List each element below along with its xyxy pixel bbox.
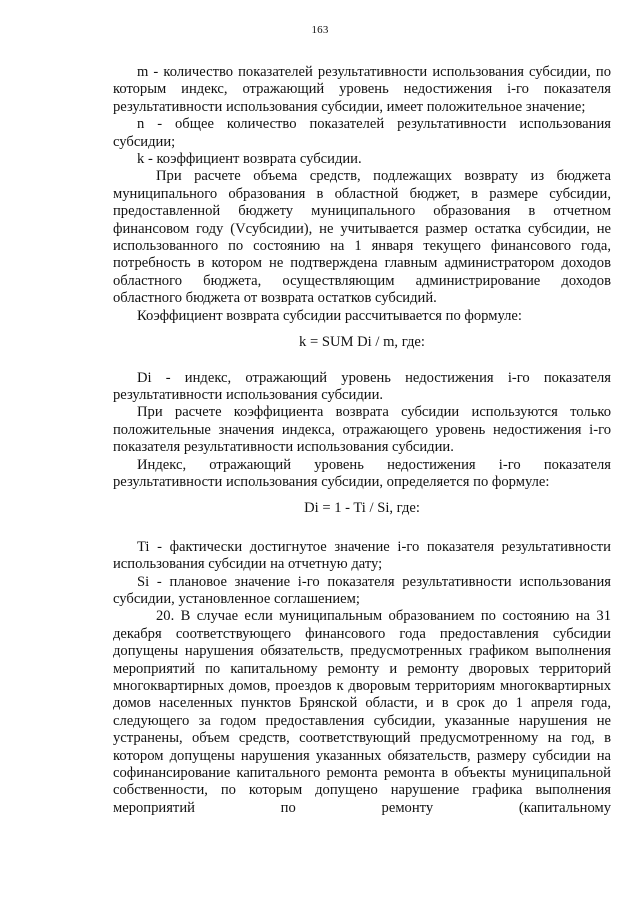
paragraph-n-definition: n - общее количество показателей результативности использования субсидии; [113, 116, 611, 150]
paragraph-positive-values: При расчете коэффициента возврата субсидии используются только положительные значения индекса, отражающего уровень недостижения i-го показателя результативности использования субсидии. [113, 404, 611, 456]
paragraph-clause-20: 20. В случае если муниципальным образованием по состоянию на 31 декабря соответствующего финансового года предоставления субсидии допущены нарушения обязательств, предусмотренных графиком выполнения мероприятий по капитальному ремонту и ремонту дворовых территорий многоквартирных домов, проездов к дворовым территориям многоквартирных домов населенных пунктов Брянской области, и в срок до 1 апреля года, следующего за годом предоставления субсидии, указанные нарушения не устранены, объем средств, соответствующий предусмотренному на год, в котором допущены нарушения указанных обязательств, размеру субсидии на софинансирование капитального ремонта ремонта в объекты муниципальной собственности, по которым допущено нарушение графика выполнения мероприятий по ремонту (капитальному [113, 608, 611, 816]
paragraph-m-definition: m - количество показателей результативности использования субсидии, по которым индекс, отражающий уровень недостижения i-го показателя результативности использования субсидии, имеет положительное значение; [113, 64, 611, 115]
paragraph-si-definition: Si - плановое значение i-го показателя результативности использования субсидии, установленное соглашением; [113, 573, 611, 607]
paragraph-index-intro: Индекс, отражающий уровень недостижения i-го показателя результативности использования субсидии, определяется по формуле: [113, 456, 611, 490]
document-body [113, 64, 611, 817]
formula-k: k = SUM Di / m, где: [299, 334, 425, 351]
page-number: 163 [311, 24, 329, 36]
paragraph-ti-definition: Ti - фактически достигнутое значение i-го показателя результативности использования субсидии на отчетную дату; [113, 538, 611, 573]
paragraph-coefficient-intro: Коэффициент возврата субсидии рассчитывается по формуле: [137, 307, 522, 324]
paragraph-k-definition: k - коэффициент возврата субсидии. [137, 151, 362, 168]
paragraph-refund-calculation: При расчете объема средств, подлежащих возврату из бюджета муниципального образования в областной бюджет, в размере субсидии, предоставленной бюджету муниципального образования в отчетном финансовом году (Vсубсидии), не учитывается размер остатка субсидии, не использованного по состоянию на 1 января текущего финансового года, потребность в котором не подтверждена главным администратором доходов областного бюджета, осуществляющим администрирование доходов областного бюджета от возврата остатков субсидий. [113, 168, 611, 307]
paragraph-di-definition: Di - индекс, отражающий уровень недостижения i-го показателя результативности использования субсидии. [113, 369, 611, 403]
formula-di: Di = 1 - Ti / Si, где: [304, 500, 420, 517]
